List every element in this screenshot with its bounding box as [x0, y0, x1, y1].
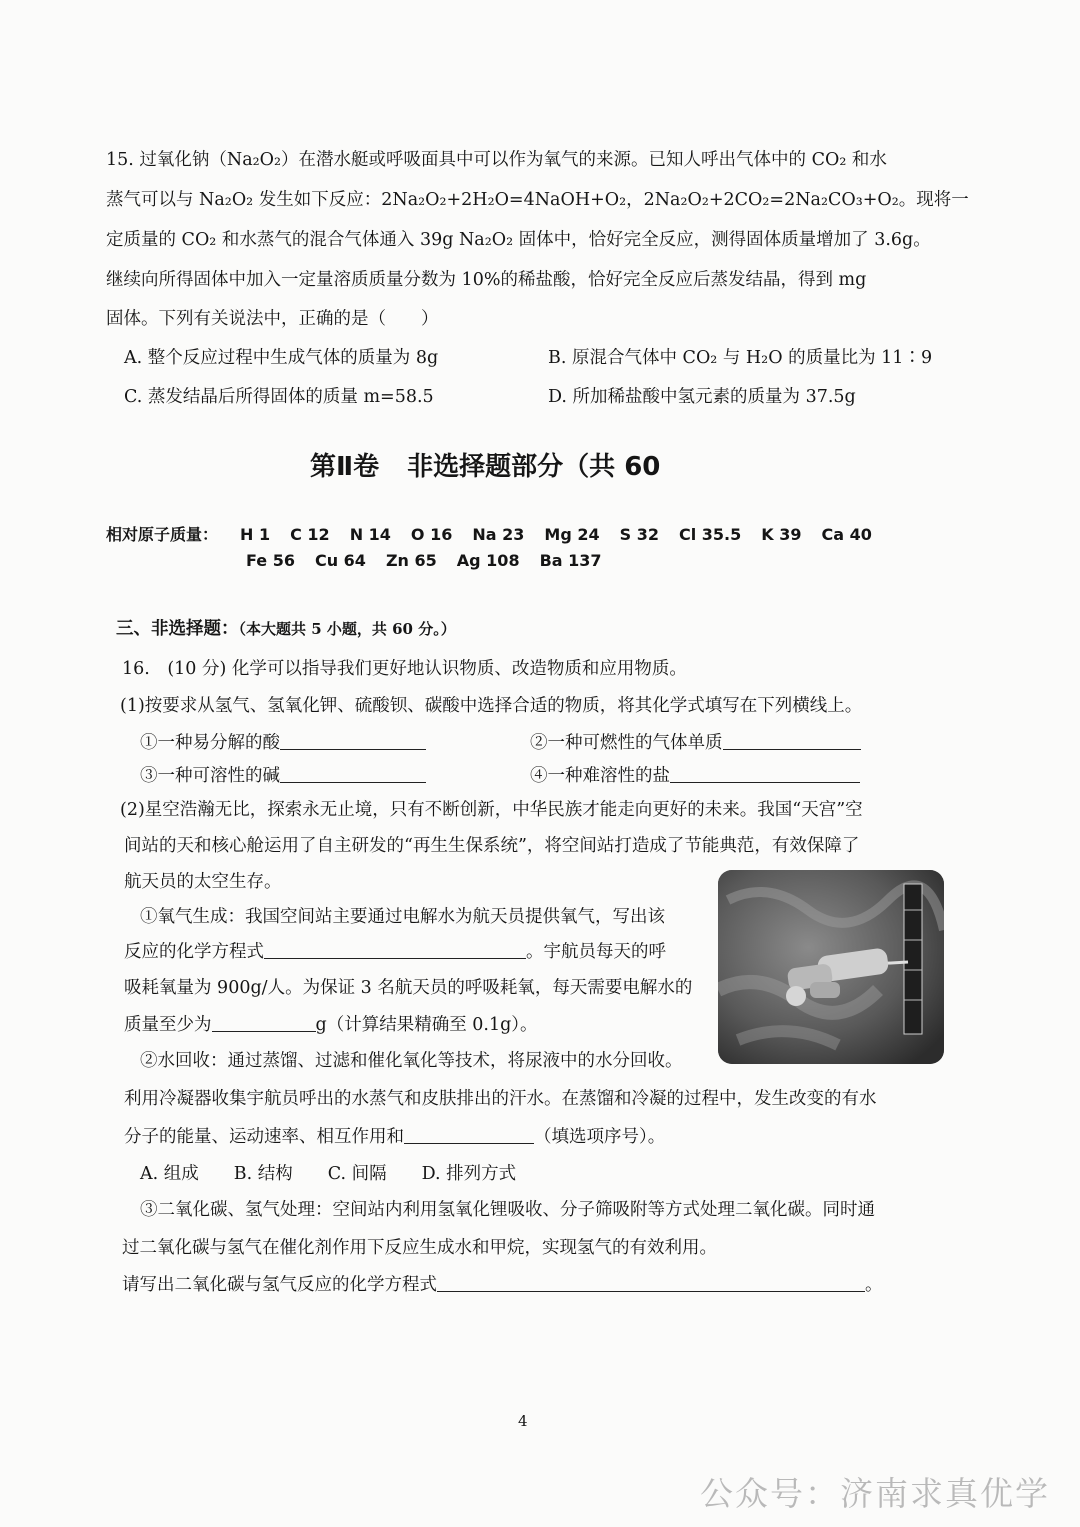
- q16-item-3-text: ③一种可溶性的碱: [140, 766, 280, 786]
- mass-c: C 12: [290, 525, 330, 544]
- q16-part2-line-2: 间站的天和核心舱运用了自主研发的“再生生保系统”，将空间站打造成了节能典范，有效保障了: [124, 836, 860, 856]
- mass-o: O 16: [410, 525, 453, 544]
- q16-item-1-text: ①一种易分解的酸: [140, 733, 280, 753]
- q16-sub1-line-2-text: 反应的化学方程式: [124, 942, 264, 962]
- q16-sub1-line-4: [124, 1013, 538, 1037]
- answer-blank-4[interactable]: [670, 764, 860, 783]
- q16-sub3-line-3-text: 请写出二氧化碳与氢气反应的化学方程式: [122, 1275, 437, 1295]
- equation-blank-2[interactable]: [437, 1273, 865, 1292]
- mass-n: N 14: [349, 525, 391, 544]
- mass-fe: Fe 56: [246, 551, 295, 570]
- q16-sub3-line-3: [122, 1273, 883, 1297]
- q16-sub2-line-1: ②水回收：通过蒸馏、过滤和催化氧化等技术，将尿液中的水分回收。: [140, 1051, 683, 1071]
- q15-option-c: C. 蒸发结晶后所得固体的质量 m=58.5: [124, 387, 434, 407]
- answer-blank-2[interactable]: [723, 731, 861, 750]
- q16-item-2: [530, 731, 861, 755]
- q16-sub2-line-2: 利用冷凝器收集宇航员呼出的水蒸气和皮肤排出的汗水。在蒸馏和冷凝的过程中，发生改变的有水: [124, 1089, 877, 1109]
- mass-cu: Cu 64: [314, 551, 366, 570]
- q16-sub1-line-3: 吸耗氧量为 900g/人。为保证 3 名航天员的呼吸耗氧，每天需要电解水的: [124, 978, 693, 998]
- q16-item-3: [140, 764, 426, 788]
- q16-sub1-line-4-tail: g（计算结果精确至 0.1g）。: [315, 1015, 538, 1035]
- atomic-mass-label: 相对原子质量：: [106, 525, 219, 544]
- q16-sub1-line-1: ①氧气生成：我国空间站主要通过电解水为航天员提供氧气，写出该: [140, 907, 665, 927]
- mass-cl: Cl 35.5: [678, 525, 742, 544]
- mass-mg: Mg 24: [544, 525, 600, 544]
- mass-ag: Ag 108: [456, 551, 520, 570]
- q15-line-4: 继续向所得固体中加入一定量溶质质量分数为 10%的稀盐酸，恰好完全反应后蒸发结晶，得到 mg: [106, 270, 867, 290]
- q15-line-2: 蒸气可以与 Na₂O₂ 发生如下反应：2Na₂O₂+2H₂O=4NaOH+O₂，2Na₂O₂+2CO₂=2Na₂CO₃+O₂。现将一: [106, 190, 969, 210]
- q15-line-1: 15. 过氧化钠（Na₂O₂）在潜水艇或呼吸面具中可以作为氧气的来源。已知人呼出气体中的 CO₂ 和水: [106, 150, 887, 170]
- atomic-mass-row-1: [106, 522, 892, 545]
- q15-option-a: A. 整个反应过程中生成气体的质量为 8g: [124, 348, 439, 368]
- section3-title: 三、非选择题：: [116, 619, 239, 639]
- q16-sub3-line-2: 过二氧化碳与氢气在催化剂作用下反应生成水和甲烷，实现氢气的有效利用。: [122, 1238, 717, 1258]
- answer-blank-1[interactable]: [280, 731, 426, 750]
- mass-k: K 39: [761, 525, 802, 544]
- q15-option-d: D. 所加稀盐酸中氢元素的质量为 37.5g: [548, 387, 856, 407]
- q16-item-4-text: ④一种难溶性的盐: [530, 766, 670, 786]
- q16-sub3-line-3-tail: 。: [865, 1275, 883, 1295]
- atomic-mass-row-2: [246, 551, 622, 570]
- part2-title-volume: 第Ⅱ卷: [310, 452, 380, 482]
- answer-blank-3[interactable]: [280, 764, 426, 783]
- q16-sub2-line-3-text: 分子的能量、运动速率、相互作用和: [124, 1127, 404, 1147]
- q16-item-4: [530, 764, 860, 788]
- q16-item-2-text: ②一种可燃性的气体单质: [530, 733, 723, 753]
- q16-sub1-line-2-tail: 。宇航员每天的呼: [526, 942, 666, 962]
- q15-option-b: B. 原混合气体中 CO₂ 与 H₂O 的质量比为 11∶9: [548, 348, 933, 368]
- q16-sub1-line-2: [124, 940, 666, 964]
- mass-h: H 1: [240, 525, 271, 544]
- equation-blank-1[interactable]: [264, 940, 526, 959]
- mass-ca: Ca 40: [821, 525, 872, 544]
- section3-heading: [116, 617, 456, 641]
- watermark: 公众号：济南求真优学: [700, 1474, 1050, 1513]
- section3-note: （本大题共 5 小题，共 60 分。）: [238, 620, 456, 638]
- q16-part1: (1)按要求从氢气、氢氧化钾、硫酸钡、碳酸中选择合适的物质，将其化学式填写在下列横线上。: [120, 696, 863, 716]
- q16-sub2-line-3: [124, 1125, 665, 1149]
- mass-ba: Ba 137: [539, 551, 602, 570]
- q16-part2-line-1: (2)星空浩瀚无比，探索永无止境，只有不断创新，中华民族才能走向更好的未来。我国“天宫”空: [120, 800, 863, 820]
- part2-title-text: 非选择题部分（共 60: [407, 452, 661, 482]
- q16-sub1-line-4-text: 质量至少为: [124, 1015, 212, 1035]
- q16-sub3-line-1: ③二氧化碳、氢气处理：空间站内利用氢氧化锂吸收、分子筛吸附等方式处理二氧化碳。同时通: [140, 1200, 875, 1220]
- mass-na: Na 23: [472, 525, 525, 544]
- space-station-photo: [718, 870, 944, 1064]
- q16-sub2-options: A. 组成 B. 结构 C. 间隔 D. 排列方式: [140, 1164, 517, 1184]
- q15-line-5: 固体。下列有关说法中，正确的是（ ）: [106, 309, 439, 329]
- page-number: 4: [518, 1412, 528, 1430]
- q16-part2-line-3: 航天员的太空生存。: [124, 872, 282, 892]
- option-blank[interactable]: [404, 1125, 534, 1144]
- q16-sub2-line-3-tail: （填选项序号）。: [534, 1127, 666, 1147]
- q16-item-1: [140, 731, 426, 755]
- mass-zn: Zn 65: [385, 551, 437, 570]
- mass-blank[interactable]: [212, 1013, 316, 1032]
- q16-intro: 16. (10 分) 化学可以指导我们更好地认识物质、改造物质和应用物质。: [122, 659, 687, 679]
- q15-line-3: 定质量的 CO₂ 和水蒸气的混合气体通入 39g Na₂O₂ 固体中，恰好完全反应，测得固体质量增加了 3.6g。: [106, 230, 931, 250]
- mass-s: S 32: [619, 525, 659, 544]
- part2-title: [310, 446, 688, 483]
